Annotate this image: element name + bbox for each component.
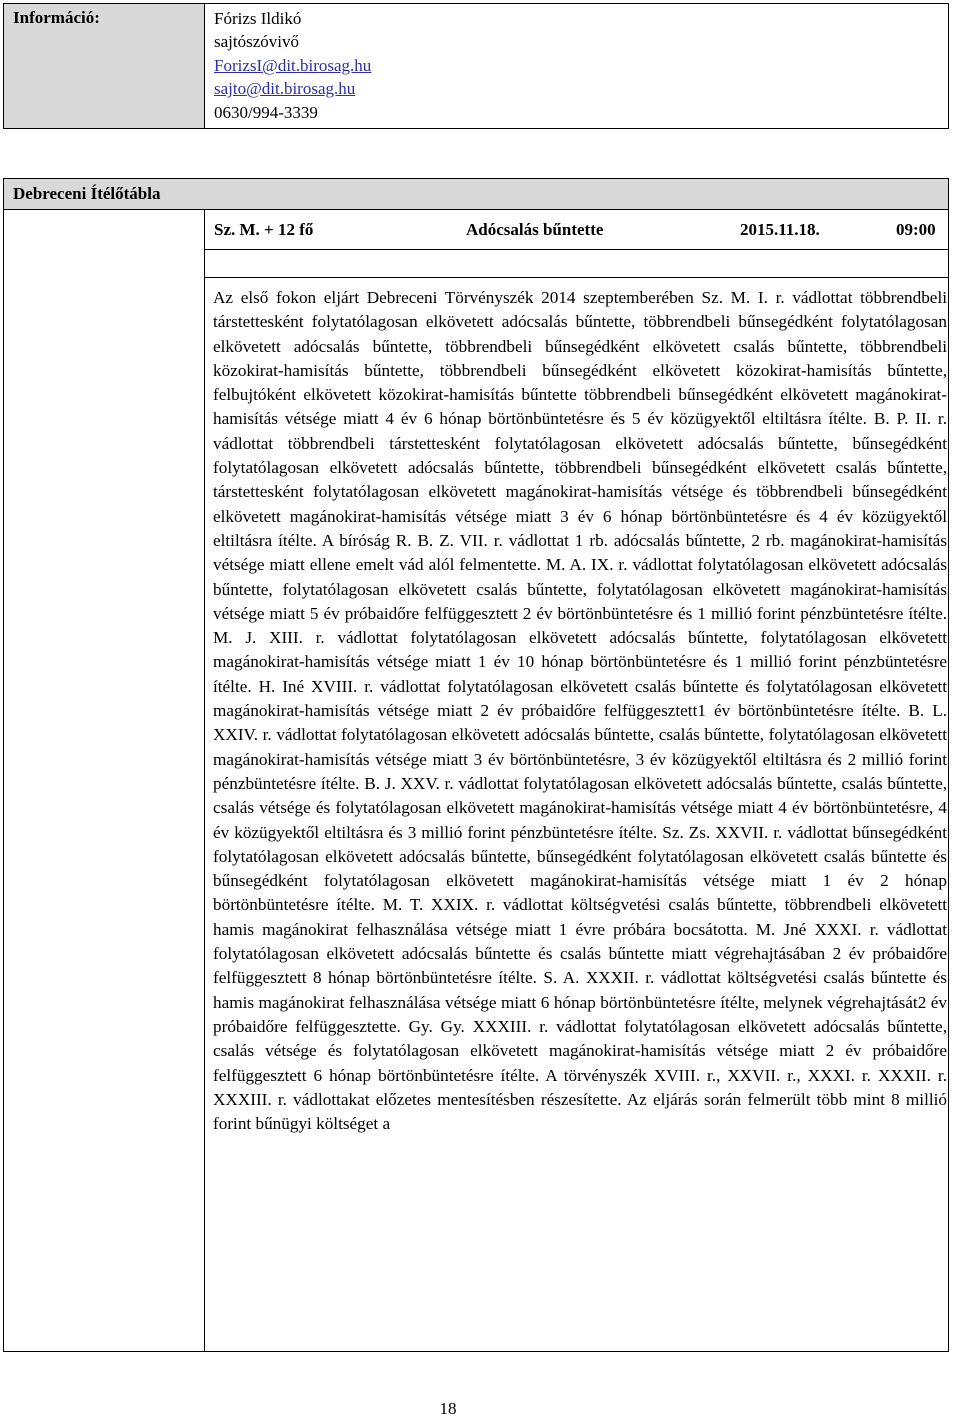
contact-email-link[interactable]: ForizsI@dit.birosag.hu <box>214 56 372 75</box>
case-time: 09:00 <box>896 220 936 239</box>
contact-name: Fórizs Ildikó <box>214 9 302 28</box>
case-description: Az első fokon eljárt Debreceni Törvényszék 2014 szeptemberében Sz. M. I. r. vádlottat többrendbeli társtettesként folytatólagosan elkövetett adócsalás bűntette, többrendbeli bűnsegédként folytatólagosan elkövetett adócsalás bűntette, többrendbeli bűnsegédként elkövetett csalás bűntette, többrendbeli közokirat-hamisítás bűntette, többrendbeli bűnsegédként elkövetett közokirat-hamisítás bűntette, felbujtóként elkövetett közokirat-hamisítás bűntette többrendbeli bűnsegédként elkövetett magánokirat-hamisítás vétsége miatt 4 év 6 hónap börtönbüntetésre és 5 év közügyektől eltiltásra ítélte. B. P. II. r. vádlottat többrendbeli társtettesként folytatólagosan elkövetett adócsalás bűntette, bűnsegédként folytatólagosan elkövetett adócsalás bűntette, többrendbeli bűnsegédként elkövetett csalás bűntette, társtettesként folytatólagosan elkövetett magánokirat-hamisítás vétsége és többrendbeli bűnsegédként elkövetett magánokirat-hamisítás vétsége miatt 3 év 6 hónap börtönbüntetésre és 4 év közügyektől eltiltásra ítélte. A bíróság R. B. Z. VII. r. vádlottat 1 rb. adócsalás bűntette, 2 rb. magánokirat-hamisítás vétsége miatt ellene emelt vád alól felmentette. M. A. IX. r. vádlottat folytatólagosan elkövetett adócsalás bűntette, folytatólagosan elkövetett csalás bűntette, folytatólagosan elkövetett magánokirat-hamisítás vétsége miatt 5 év próbaidőre felfüggesztett 2 év börtönbüntetésre és 1 millió forint pénzbüntetésre ítélte. M. J. XIII. r. vádlottat folytatólagosan elkövetett adócsalás bűntette, folytatólagosan elkövetett magánokirat-hamisítás vétsége miatt 1 év 10 hónap börtönbüntetésre és 1 millió forint pénzbüntetésre ítélte. H. Iné XVIII. r. vádlottat folytatólagosan elkövetett csalás bűntette és folytatólagosan elkövetett magánokirat-hamisítás vétsége miatt 2 év próbaidőre felfüggesztett1 év börtönbüntetésre ítélte. B. L. XXIV. r. vádlottat folytatólagosan elkövetett adócsalás bűntette, csalás bűntette, folytatólagosan elkövetett magánokirat-hamisítás vétsége miatt 3 év börtönbüntetésre, 3 év közügyektől eltiltásra és 2 millió forint pénzbüntetésre ítélte. B. J. XXV. r. vádlottat folytatólagosan elkövetett adócsalás bűntette, csalás bűntette, csalás vétsége és folytatólagosan elkövetett magánokirat-hamisítás vétsége miatt 4 év börtönbüntetésre, 4 év közügyektől eltiltásra és 3 millió forint pénzbüntetésre ítélte. Sz. Zs. XXVII. r. vádlottat bűnsegédként folytatólagosan elkövetett adócsalás bűntette, bűnsegédként folytatólagosan elkövetett csalás bűntette és bűnsegédként folytatólagosan elkövetett magánokirat-hamisítás vétsége miatt 1 év 2 hónap börtönbüntetésre ítélte. M. T. XXIX. r. vádlottat költségvetési csalás bűntette, többrendbeli elkövetett hamis magánokirat felhasználása vétsége miatt 1 évre próbára bocsátotta. M. Jné XXXI. r. vádlottat folytatólagosan elkövetett adócsalás bűntette és csalás bűntette miatt végrehajtásában 2 év próbaidőre felfüggesztett 8 hónap börtönbüntetésre ítélte. S. A. XXXII. r. vádlottat költségvetési csalás bűntette és hamis magánokirat felhasználása vétsége miatt 6 hónap börtönbüntetésre ítélte, melynek végrehajtását2 év próbaidőre felfüggesztette. Gy. Gy. XXXIII. r. vádlottat folytatólagosan elkövetett adócsalás bűntette, csalás vétsége és folytatólagosan elkövetett magánokirat-hamisítás vétsége miatt 2 év próbaidőre felfüggesztett 6 hónap börtönbüntetésre ítélte. A törvényszék XVIII. r., XXVII. r., XXXI. r. XXXII. r. XXXIII. r. vádlottakat előzetes mentesítésben részesítette. Az eljárás során felmerült több mint 8 millió forint bűnügyi költséget a <box>213 288 947 1134</box>
case-spacer-row <box>204 249 949 278</box>
case-left-column <box>3 209 205 1352</box>
contact-phone: 0630/994-3339 <box>214 103 318 122</box>
case-date: 2015.11.18. <box>740 220 820 239</box>
press-email-link[interactable]: sajto@dit.birosag.hu <box>214 79 356 98</box>
case-number: Sz. M. + 12 fő <box>214 220 314 239</box>
contact-role: sajtószóvivő <box>214 32 299 51</box>
info-label: Információ: <box>13 8 100 27</box>
court-name: Debreceni Ítélőtábla <box>13 184 161 203</box>
case-subject: Adócsalás bűntette <box>466 220 604 239</box>
page-number: 18 <box>439 1399 457 1418</box>
